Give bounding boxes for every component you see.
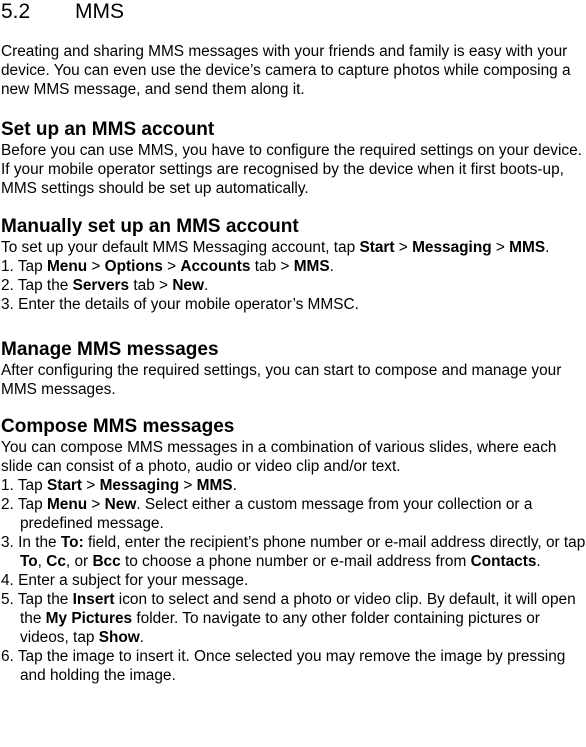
manage-paragraph: After configuring the required settings, you can start to compose and manage your MMS messages. <box>1 362 562 398</box>
setup-paragraph: Before you can use MMS, you have to configure the required settings on your device. If your mobile operator settings are recognised by the device when it first boots-up, MMS settings should be set up automatically. <box>1 142 582 197</box>
list-item: 1. Tap Menu > Options > Accounts tab > MMS. <box>1 258 334 275</box>
manage-heading: Manage MMS messages <box>1 339 219 360</box>
compose-paragraph: You can compose MMS messages in a combination of various slides, where each slide can consist of a photo, audio or video clip and/or text. <box>1 439 557 475</box>
list-item: 4. Enter a subject for your message. <box>1 572 249 589</box>
text-run: > <box>394 239 413 256</box>
list-item: 6. Tap the image to insert it. Once selected you may remove the image by pressing and holding the image. <box>1 648 566 684</box>
text-run: > <box>491 239 510 256</box>
list-item: 3. In the To: field, enter the recipient’s phone number or e-mail address directly, or tap To, Cc, or Bcc to choose a phone number or e-mail address from Contacts. <box>1 534 586 570</box>
section-intro: Creating and sharing MMS messages with your friends and family is easy with your device. You can even use the device’s camera to capture photos while composing a new MMS message, and send them along it. <box>1 43 571 98</box>
setup-heading: Set up an MMS account <box>1 119 215 140</box>
text-run: To set up your default MMS Messaging account, tap <box>1 239 360 256</box>
ui-term: Messaging <box>412 239 492 256</box>
section-number: 5.2 <box>1 0 31 23</box>
compose-steps <box>1 476 586 685</box>
list-item: 1. Tap Start > Messaging > MMS. <box>1 477 237 494</box>
manual-setup-steps <box>1 257 586 314</box>
section-title: MMS <box>75 0 124 23</box>
list-item: 3. Enter the details of your mobile operator’s MMSC. <box>1 296 359 313</box>
document-page <box>1 0 586 685</box>
manual-setup-intro <box>1 238 586 257</box>
text-run: . <box>545 239 550 256</box>
list-item: 2. Tap the Servers tab > New. <box>1 277 209 294</box>
ui-term: MMS <box>509 239 546 256</box>
compose-heading: Compose MMS messages <box>1 416 235 437</box>
list-item: 2. Tap Menu > New. Select either a custom message from your collection or a predefined message. <box>1 496 533 532</box>
manual-setup-heading: Manually set up an MMS account <box>1 216 299 237</box>
ui-term: Start <box>359 239 395 256</box>
list-item: 5. Tap the Insert icon to select and send a photo or video clip. By default, it will open the My Pictures folder. To navigate to any other folder containing pictures or videos, tap Show. <box>1 591 576 646</box>
section-heading <box>1 0 586 24</box>
